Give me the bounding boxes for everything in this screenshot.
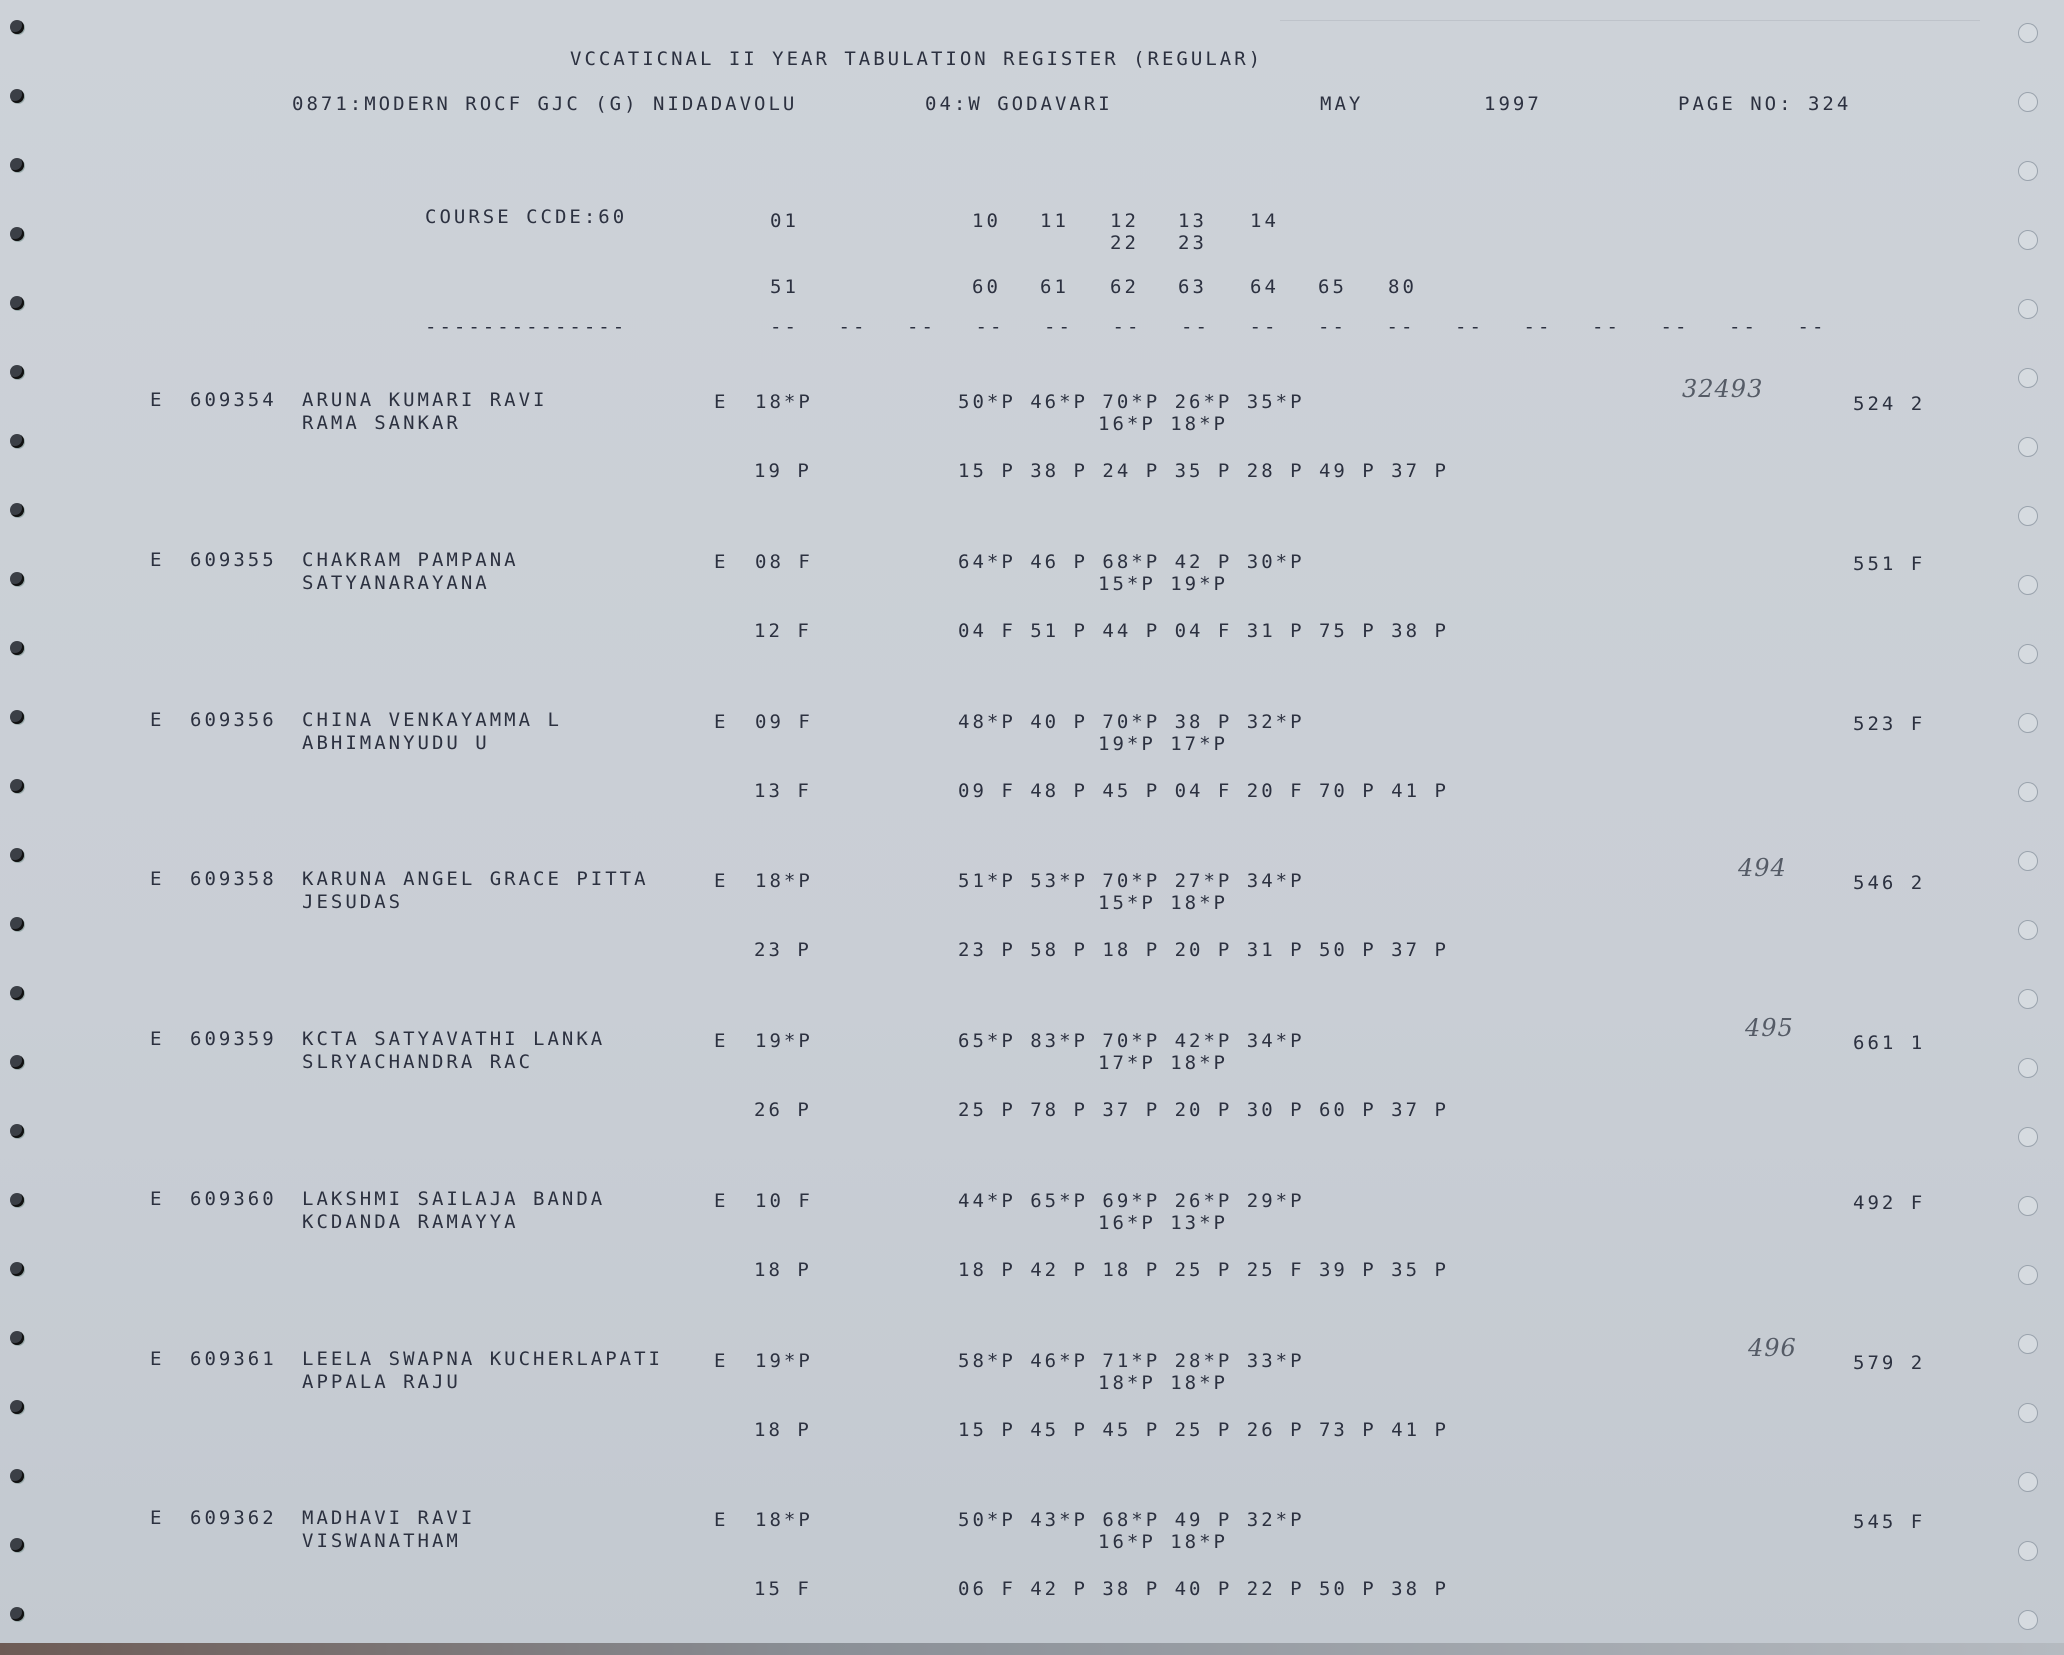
column-dash: --: [1523, 316, 1553, 338]
binding-hole: [10, 641, 24, 655]
binding-hole: [2018, 644, 2038, 664]
part1-mark: 18*P: [755, 870, 813, 892]
category-code: E: [150, 1028, 165, 1050]
subject-marks-year1-cont: 15*P 19*P: [1098, 573, 1228, 595]
binding-hole: [10, 434, 24, 448]
category-code: E: [150, 549, 165, 571]
binding-hole: [2018, 1403, 2038, 1423]
subject-marks-year1: 65*P 83*P 70*P 42*P 34*P: [958, 1030, 1305, 1052]
subject-code: 51: [770, 276, 799, 298]
subject-code: 80: [1388, 276, 1417, 298]
parent-name: JESUDAS: [302, 891, 404, 913]
handwritten-note: 496: [1748, 1334, 1797, 1362]
binding-hole: [10, 227, 24, 241]
subject-marks-year2: 06 F 42 P 38 P 40 P 22 P 50 P 38 P: [958, 1578, 1449, 1600]
binding-hole: [2018, 1127, 2038, 1147]
subject-marks-year1-cont: 17*P 18*P: [1098, 1052, 1228, 1074]
part1-mark: 08 F: [755, 551, 813, 573]
category-code: E: [150, 868, 165, 890]
subject-marks-year1: 51*P 53*P 70*P 27*P 34*P: [958, 870, 1305, 892]
total-and-result: 546 2: [1853, 872, 1926, 894]
exam-month: MAY: [1320, 93, 1364, 115]
subject-code: 64: [1250, 276, 1279, 298]
roll-number: 609358: [190, 868, 277, 890]
part1-mark: 09 F: [755, 711, 813, 733]
binding-hole: [10, 1607, 24, 1621]
subject-marks-year1-cont: 16*P 13*P: [1098, 1212, 1228, 1234]
column-dash: --: [1386, 316, 1416, 338]
binding-hole: [2018, 1334, 2038, 1354]
subject-code: 14: [1250, 210, 1279, 232]
binding-hole: [10, 986, 24, 1000]
binding-hole: [2018, 92, 2038, 112]
subject-marks-year1: 44*P 65*P 69*P 26*P 29*P: [958, 1190, 1305, 1212]
student-name: LEELA SWAPNA KUCHERLAPATI: [302, 1348, 663, 1370]
roll-number: 609359: [190, 1028, 277, 1050]
course-code-label: COURSE CCDE:60: [425, 206, 628, 228]
subject-code: 65: [1318, 276, 1347, 298]
roll-number: 609356: [190, 709, 277, 731]
subject-code: 23: [1178, 232, 1207, 254]
binding-hole: [10, 1124, 24, 1138]
binding-hole: [2018, 1058, 2038, 1078]
binding-hole: [10, 779, 24, 793]
binding-hole: [10, 572, 24, 586]
handwritten-note: 32493: [1682, 375, 1764, 403]
total-and-result: 579 2: [1853, 1352, 1926, 1374]
subject-marks-year1: 64*P 46 P 68*P 42 P 30*P: [958, 551, 1305, 573]
binding-hole: [2018, 920, 2038, 940]
parent-name: RAMA SANKAR: [302, 412, 461, 434]
register-title: VCCATICNAL II YEAR TABULATION REGISTER (REGULAR): [570, 48, 1264, 70]
subject-code: 60: [972, 276, 1001, 298]
roll-number: 609362: [190, 1507, 277, 1529]
column-dash: --: [1797, 316, 1827, 338]
part1-mark-2: 15 F: [754, 1578, 812, 1600]
group-code: E: [714, 1190, 729, 1212]
column-dash: --: [838, 316, 868, 338]
binding-hole: [2018, 989, 2038, 1009]
exam-year: 1997: [1484, 93, 1542, 115]
binding-hole: [10, 917, 24, 931]
part1-mark-2: 26 P: [754, 1099, 812, 1121]
binding-hole: [10, 20, 24, 34]
page-bottom-edge: [0, 1643, 2064, 1655]
subject-marks-year2: 23 P 58 P 18 P 20 P 31 P 50 P 37 P: [958, 939, 1449, 961]
binding-hole: [2018, 1265, 2038, 1285]
page-number: PAGE NO: 324: [1678, 93, 1852, 115]
binding-hole: [10, 89, 24, 103]
subject-code: 13: [1178, 210, 1207, 232]
handwritten-note: 495: [1745, 1014, 1794, 1042]
college-name: 0871:MODERN ROCF GJC (G) NIDADAVOLU: [292, 93, 798, 115]
group-code: E: [714, 551, 729, 573]
column-dash: --: [1249, 316, 1279, 338]
part1-mark: 18*P: [755, 391, 813, 413]
binding-hole: [10, 1055, 24, 1069]
subject-marks-year2: 09 F 48 P 45 P 04 F 20 F 70 P 41 P: [958, 780, 1449, 802]
part1-mark-2: 12 F: [754, 620, 812, 642]
subject-marks-year2: 25 P 78 P 37 P 20 P 30 P 60 P 37 P: [958, 1099, 1449, 1121]
binding-hole: [2018, 506, 2038, 526]
column-dash: --: [907, 316, 936, 338]
parent-name: VISWANATHAM: [302, 1530, 461, 1552]
group-code: E: [714, 1509, 729, 1531]
column-dash: --: [1181, 316, 1210, 338]
group-code: E: [714, 1350, 729, 1372]
student-name: KARUNA ANGEL GRACE PITTA: [302, 868, 649, 890]
total-and-result: 545 F: [1853, 1511, 1926, 1533]
subject-marks-year1-cont: 16*P 18*P: [1098, 1531, 1228, 1553]
total-and-result: 492 F: [1853, 1192, 1926, 1214]
total-and-result: 551 F: [1853, 553, 1926, 575]
binding-hole: [10, 1538, 24, 1552]
subject-code: 12: [1110, 210, 1139, 232]
category-code: E: [150, 1507, 165, 1529]
binding-hole: [2018, 782, 2038, 802]
binding-hole: [10, 710, 24, 724]
total-and-result: 661 1: [1853, 1032, 1926, 1054]
parent-name: ABHIMANYUDU U: [302, 732, 490, 754]
subject-marks-year1: 50*P 46*P 70*P 26*P 35*P: [958, 391, 1305, 413]
binding-hole: [10, 503, 24, 517]
part1-mark-2: 18 P: [754, 1419, 812, 1441]
student-name: LAKSHMI SAILAJA BANDA: [302, 1188, 606, 1210]
subject-marks-year2: 15 P 45 P 45 P 25 P 26 P 73 P 41 P: [958, 1419, 1449, 1441]
subject-marks-year1: 50*P 43*P 68*P 49 P 32*P: [958, 1509, 1305, 1531]
binding-hole: [2018, 299, 2038, 319]
subject-marks-year2: 18 P 42 P 18 P 25 P 25 F 39 P 35 P: [958, 1259, 1449, 1281]
student-name: KCTA SATYAVATHI LANKA: [302, 1028, 606, 1050]
subject-code: 63: [1178, 276, 1207, 298]
handwritten-note: 494: [1738, 854, 1787, 882]
column-dash: --: [1660, 316, 1690, 338]
column-dash: --: [1112, 316, 1142, 338]
parent-name: SATYANARAYANA: [302, 572, 490, 594]
subject-code: 22: [1110, 232, 1139, 254]
binding-hole: [10, 296, 24, 310]
part1-mark: 18*P: [755, 1509, 813, 1531]
binding-hole: [10, 1400, 24, 1414]
binding-hole: [10, 1469, 24, 1483]
binding-hole: [2018, 713, 2038, 733]
category-code: E: [150, 1348, 165, 1370]
binding-hole: [2018, 368, 2038, 388]
column-dash: --: [1455, 316, 1484, 338]
binding-hole: [2018, 1610, 2038, 1630]
subject-marks-year1-cont: 15*P 18*P: [1098, 892, 1228, 914]
column-dash: --: [1044, 316, 1073, 338]
group-code: E: [714, 391, 729, 413]
parent-name: KCDANDA RAMAYYA: [302, 1211, 519, 1233]
category-code: E: [150, 709, 165, 731]
column-dash: --: [1592, 316, 1621, 338]
course-label-underline: --------------: [425, 316, 628, 338]
binding-hole: [2018, 437, 2038, 457]
subject-marks-year2: 04 F 51 P 44 P 04 F 31 P 75 P 38 P: [958, 620, 1449, 642]
subject-code: 61: [1040, 276, 1069, 298]
binding-hole: [10, 158, 24, 172]
binding-hole: [2018, 23, 2038, 43]
parent-name: APPALA RAJU: [302, 1371, 461, 1393]
category-code: E: [150, 389, 165, 411]
part1-mark-2: 13 F: [754, 780, 812, 802]
subject-code: 62: [1110, 276, 1139, 298]
subject-marks-year1-cont: 16*P 18*P: [1098, 413, 1228, 435]
total-and-result: 523 F: [1853, 713, 1926, 735]
binding-hole: [2018, 575, 2038, 595]
binding-hole: [10, 1262, 24, 1276]
part1-mark-2: 19 P: [754, 460, 812, 482]
binding-hole: [10, 848, 24, 862]
binding-hole: [2018, 161, 2038, 181]
group-code: E: [714, 1030, 729, 1052]
group-code: E: [714, 870, 729, 892]
binding-hole: [2018, 1541, 2038, 1561]
subject-marks-year1-cont: 19*P 17*P: [1098, 733, 1228, 755]
category-code: E: [150, 1188, 165, 1210]
subject-code: 11: [1040, 210, 1069, 232]
parent-name: SLRYACHANDRA RAC: [302, 1051, 534, 1073]
column-dash: --: [1318, 316, 1347, 338]
part1-mark: 10 F: [755, 1190, 813, 1212]
part1-mark: 19*P: [755, 1030, 813, 1052]
binding-hole: [2018, 1472, 2038, 1492]
subject-code: 01: [770, 210, 799, 232]
subject-code: 10: [972, 210, 1001, 232]
subject-marks-year1-cont: 18*P 18*P: [1098, 1372, 1228, 1394]
student-name: CHAKRAM PAMPANA: [302, 549, 519, 571]
student-name: CHINA VENKAYAMMA L: [302, 709, 562, 731]
student-name: MADHAVI RAVI: [302, 1507, 476, 1529]
part1-mark: 19*P: [755, 1350, 813, 1372]
roll-number: 609354: [190, 389, 277, 411]
binding-hole: [10, 365, 24, 379]
part1-mark-2: 23 P: [754, 939, 812, 961]
subject-marks-year2: 15 P 38 P 24 P 35 P 28 P 49 P 37 P: [958, 460, 1449, 482]
student-name: ARUNA KUMARI RAVI: [302, 389, 548, 411]
column-dash: --: [770, 316, 799, 338]
binding-hole: [10, 1331, 24, 1345]
binding-hole: [2018, 230, 2038, 250]
part1-mark-2: 18 P: [754, 1259, 812, 1281]
total-and-result: 524 2: [1853, 393, 1926, 415]
binding-hole: [2018, 851, 2038, 871]
subject-marks-year1: 48*P 40 P 70*P 38 P 32*P: [958, 711, 1305, 733]
district-name: 04:W GODAVARI: [925, 93, 1113, 115]
column-dash: --: [975, 316, 1005, 338]
roll-number: 609361: [190, 1348, 277, 1370]
group-code: E: [714, 711, 729, 733]
roll-number: 609360: [190, 1188, 277, 1210]
column-dash: --: [1729, 316, 1758, 338]
subject-marks-year1: 58*P 46*P 71*P 28*P 33*P: [958, 1350, 1305, 1372]
faint-ruling: [1280, 20, 1980, 81]
binding-hole: [2018, 1196, 2038, 1216]
binding-hole: [10, 1193, 24, 1207]
roll-number: 609355: [190, 549, 277, 571]
